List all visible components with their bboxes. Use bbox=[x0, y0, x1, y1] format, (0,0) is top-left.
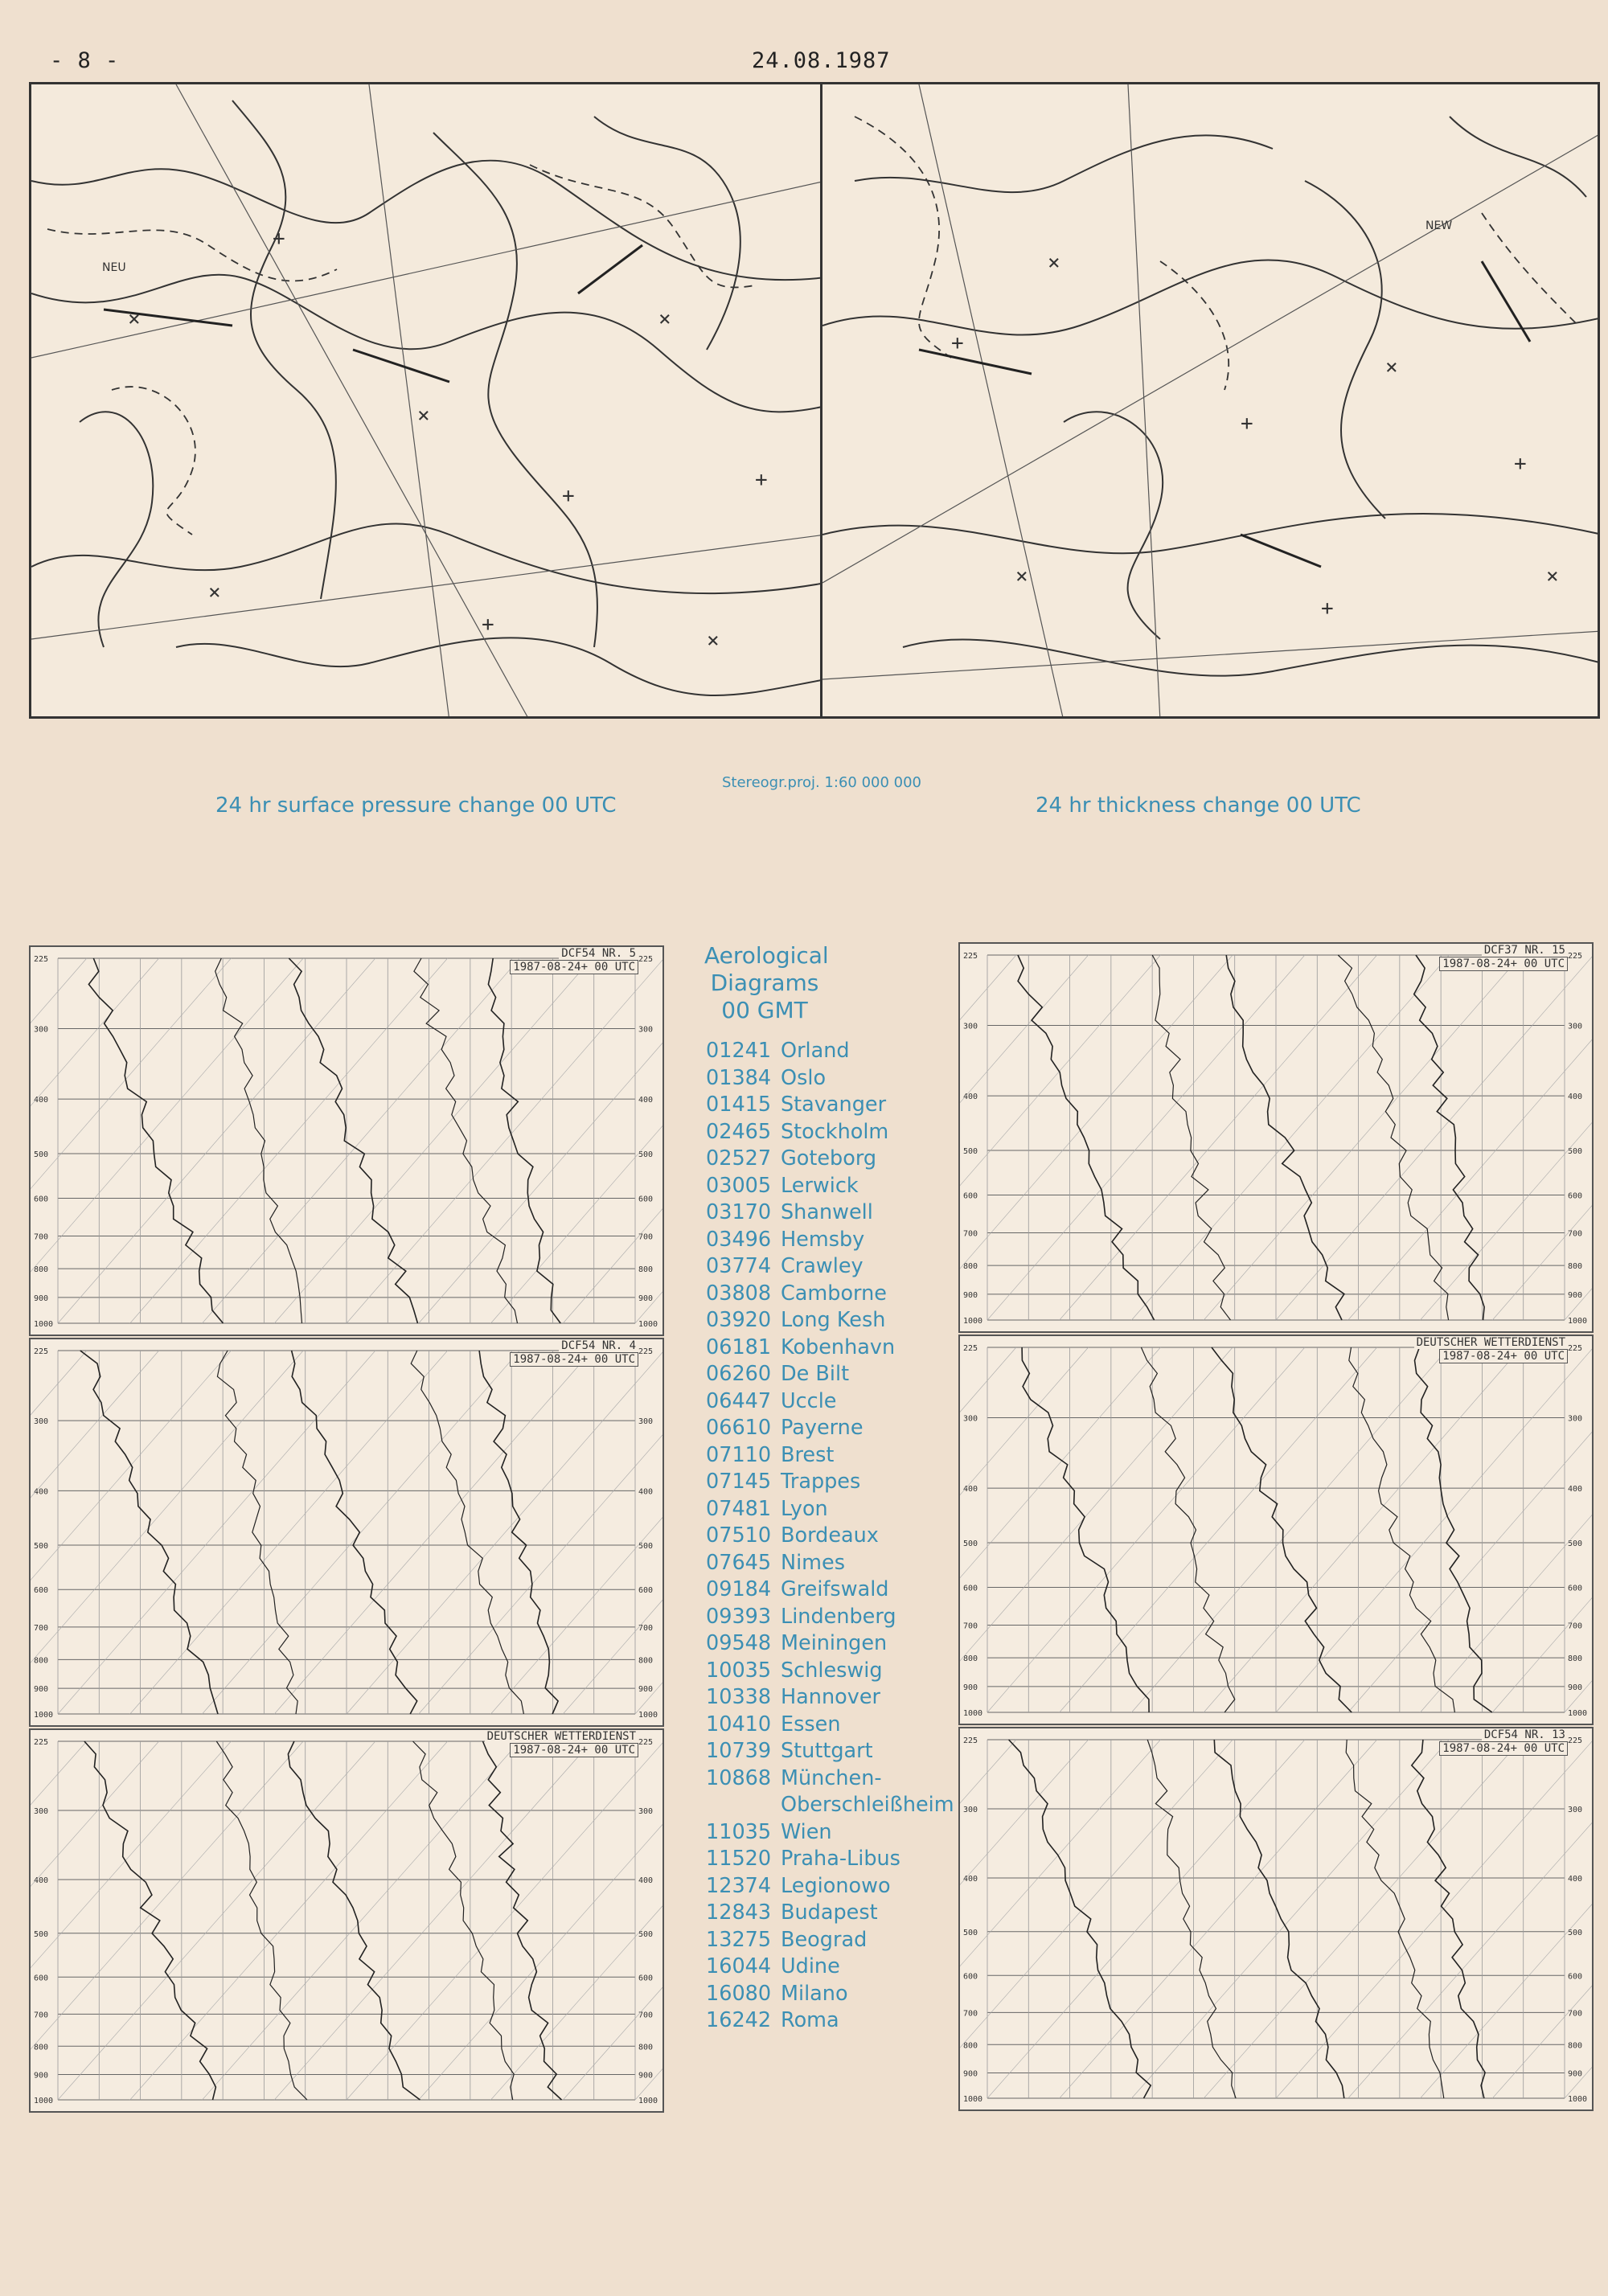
pressure-tick-label: 225 bbox=[638, 955, 654, 964]
aerological-diagram bbox=[958, 1335, 1594, 1725]
pressure-tick-label: 1000 bbox=[638, 1320, 658, 1329]
pressure-tick-label: 300 bbox=[963, 1806, 978, 1815]
pressure-tick-label: 600 bbox=[638, 1195, 654, 1204]
pressure-tick-label: 500 bbox=[638, 1929, 654, 1939]
pressure-tick-label: 400 bbox=[638, 1487, 654, 1497]
svg-text:+: + bbox=[951, 331, 964, 355]
pressure-tick-label: 400 bbox=[1568, 1875, 1583, 1884]
station-id: 07645 bbox=[706, 1550, 772, 1575]
station-name: Uccle bbox=[781, 1388, 837, 1413]
pressure-tick-label: 500 bbox=[34, 1929, 49, 1939]
pressure-tick-label: 800 bbox=[963, 2041, 978, 2051]
pressure-tick-label: 500 bbox=[638, 1541, 654, 1551]
pressure-tick-label: 225 bbox=[1568, 952, 1583, 961]
pressure-tick-label: 1000 bbox=[963, 1317, 983, 1326]
diagram-grid bbox=[31, 1730, 662, 2111]
station-id: 10338 bbox=[706, 1685, 772, 1709]
pressure-tick-label: 700 bbox=[34, 1232, 49, 1242]
station-name: Orland bbox=[781, 1039, 850, 1063]
pressure-tick-label: 500 bbox=[1568, 1540, 1583, 1549]
station-name: Schleswig bbox=[781, 1658, 883, 1683]
pressure-tick-label: 600 bbox=[34, 1195, 49, 1204]
station-id: 10739 bbox=[706, 1739, 772, 1763]
station-row bbox=[706, 1146, 954, 1173]
pressure-tick-label: 400 bbox=[638, 1096, 654, 1105]
pressure-tick-label: 900 bbox=[638, 2071, 654, 2081]
pressure-tick-label: 1000 bbox=[1568, 1317, 1588, 1326]
station-row bbox=[706, 1065, 954, 1093]
station-id: 16242 bbox=[706, 2008, 772, 2032]
map-label-new: NEW bbox=[1425, 219, 1453, 232]
pressure-tick-label: 500 bbox=[1568, 1928, 1583, 1937]
station-name: Praha-Libus bbox=[781, 1847, 900, 1871]
diagram-grid bbox=[960, 1336, 1592, 1724]
diagram-run: 1987-08-24+ 00 UTC bbox=[1439, 1741, 1568, 1756]
pressure-tick-label: 600 bbox=[963, 1972, 978, 1982]
station-row bbox=[706, 1442, 954, 1470]
station-name: Hemsby bbox=[781, 1227, 865, 1252]
pressure-tick-label: 1000 bbox=[34, 2097, 54, 2105]
station-name: Shanwell bbox=[781, 1200, 873, 1224]
pressure-tick-label: 800 bbox=[1568, 2041, 1583, 2051]
station-name: Budapest bbox=[781, 1900, 878, 1925]
station-name: Nimes bbox=[781, 1550, 845, 1575]
station-name: Stavanger bbox=[781, 1093, 887, 1117]
station-row bbox=[706, 1846, 954, 1873]
projection-label: Stereogr.proj. 1:60 000 000 bbox=[722, 774, 922, 791]
station-row bbox=[706, 1307, 954, 1335]
pressure-tick-label: 225 bbox=[963, 952, 978, 961]
station-row bbox=[706, 1684, 954, 1712]
pressure-tick-label: 900 bbox=[34, 2071, 49, 2081]
station-row bbox=[706, 1738, 954, 1765]
aerological-diagram bbox=[958, 942, 1594, 1333]
pressure-tick-label: 600 bbox=[34, 1974, 49, 1983]
station-id: 06447 bbox=[706, 1388, 772, 1413]
diagram-run: 1987-08-24+ 00 UTC bbox=[510, 1352, 638, 1367]
station-row bbox=[706, 1576, 954, 1604]
station-row bbox=[706, 1550, 954, 1577]
station-id: 06181 bbox=[706, 1335, 772, 1359]
pressure-tick-label: 700 bbox=[963, 1622, 978, 1631]
pressure-tick-label: 225 bbox=[34, 1738, 49, 1747]
station-row bbox=[706, 1658, 954, 1685]
pressure-tick-label: 600 bbox=[963, 1584, 978, 1593]
pressure-tick-label: 1000 bbox=[963, 2095, 983, 2104]
diagram-grid bbox=[31, 947, 662, 1335]
diagram-code: DCF54 NR. 13 bbox=[1482, 1728, 1568, 1741]
station-id: 03920 bbox=[706, 1308, 772, 1332]
station-id: 03808 bbox=[706, 1281, 772, 1306]
station-row bbox=[706, 1712, 954, 1739]
station-name: Hannover bbox=[781, 1685, 880, 1709]
pressure-tick-label: 600 bbox=[1568, 1191, 1583, 1201]
pressure-tick-label: 400 bbox=[963, 1485, 978, 1494]
pressure-tick-label: 900 bbox=[1568, 1683, 1583, 1692]
station-name: Brest bbox=[781, 1442, 835, 1467]
pressure-tick-label: 800 bbox=[638, 1656, 654, 1666]
svg-text:+: + bbox=[1241, 412, 1253, 436]
pressure-tick-label: 900 bbox=[638, 1685, 654, 1695]
diagram-run: 1987-08-24+ 00 UTC bbox=[1439, 1349, 1568, 1363]
pressure-tick-label: 225 bbox=[34, 955, 49, 964]
pressure-tick-label: 400 bbox=[34, 1096, 49, 1105]
station-row bbox=[706, 1469, 954, 1496]
station-name: Stuttgart bbox=[781, 1739, 873, 1763]
station-id: 16080 bbox=[706, 1981, 772, 2006]
pressure-tick-label: 300 bbox=[1568, 1022, 1583, 1031]
station-list bbox=[706, 1038, 954, 2035]
pressure-tick-label: 1000 bbox=[1568, 1709, 1588, 1718]
station-name: Meiningen bbox=[781, 1631, 888, 1655]
svg-text:×: × bbox=[1385, 355, 1398, 379]
station-name: Lyon bbox=[781, 1496, 828, 1521]
pressure-tick-label: 500 bbox=[34, 1150, 49, 1160]
svg-text:+: + bbox=[1321, 597, 1334, 621]
pressure-tick-label: 600 bbox=[963, 1191, 978, 1201]
pressure-tick-label: 400 bbox=[963, 1875, 978, 1884]
pressure-tick-label: 1000 bbox=[1568, 2095, 1588, 2104]
pressure-tick-label: 600 bbox=[638, 1586, 654, 1596]
svg-text:+: + bbox=[562, 484, 575, 508]
svg-text:×: × bbox=[658, 307, 671, 331]
diagram-code: DEUTSCHER WETTERDIENST bbox=[485, 1730, 638, 1743]
station-id: 07481 bbox=[706, 1496, 772, 1521]
station-id: 01415 bbox=[706, 1093, 772, 1117]
diagram-grid bbox=[960, 944, 1592, 1331]
station-row bbox=[706, 1199, 954, 1227]
station-name: Essen bbox=[781, 1712, 841, 1736]
station-name: Goteborg bbox=[781, 1146, 877, 1171]
pressure-tick-label: 1000 bbox=[34, 1711, 54, 1720]
pressure-tick-label: 700 bbox=[34, 1623, 49, 1633]
svg-text:+: + bbox=[755, 468, 768, 492]
station-id: 11520 bbox=[706, 1847, 772, 1871]
pressure-tick-label: 700 bbox=[963, 2009, 978, 2019]
svg-text:×: × bbox=[707, 629, 720, 653]
station-name: München- Oberschleißheim bbox=[781, 1765, 954, 1817]
station-id: 10868 bbox=[706, 1765, 772, 1790]
map-label-neu: NEU bbox=[102, 261, 126, 274]
station-name: Milano bbox=[781, 1981, 848, 2006]
pressure-tick-label: 500 bbox=[963, 1928, 978, 1937]
station-id: 03496 bbox=[706, 1227, 772, 1252]
diagram-code: DCF37 NR. 15 bbox=[1482, 944, 1568, 957]
pressure-tick-label: 400 bbox=[638, 1876, 654, 1886]
station-row bbox=[706, 1173, 954, 1200]
station-id: 02465 bbox=[706, 1119, 772, 1144]
aerological-diagram bbox=[29, 1728, 664, 2113]
station-name: Lindenberg bbox=[781, 1604, 896, 1629]
pressure-change-map bbox=[29, 82, 823, 719]
station-row bbox=[706, 1496, 954, 1523]
thickness-change-map-drawing bbox=[822, 84, 1600, 719]
pressure-tick-label: 400 bbox=[1568, 1093, 1583, 1102]
station-row bbox=[706, 1819, 954, 1847]
thickness-change-map bbox=[820, 82, 1600, 719]
station-row bbox=[706, 2007, 954, 2035]
pressure-tick-label: 300 bbox=[1568, 1414, 1583, 1424]
station-id: 10035 bbox=[706, 1658, 772, 1683]
diagram-run: 1987-08-24+ 00 UTC bbox=[1439, 957, 1568, 971]
station-name: Long Kesh bbox=[781, 1308, 886, 1332]
issue-date: 24.08.1987 bbox=[752, 48, 891, 73]
station-id: 09548 bbox=[706, 1631, 772, 1655]
aerological-title-line: Diagrams bbox=[710, 970, 819, 996]
station-row bbox=[706, 1981, 954, 2008]
pressure-tick-label: 1000 bbox=[963, 1709, 983, 1718]
pressure-tick-label: 400 bbox=[1568, 1485, 1583, 1494]
station-name: Payerne bbox=[781, 1416, 863, 1440]
pressure-tick-label: 400 bbox=[34, 1487, 49, 1497]
station-row bbox=[706, 1092, 954, 1119]
pressure-tick-label: 225 bbox=[963, 1344, 978, 1353]
station-row bbox=[706, 1873, 954, 1900]
aerological-diagram bbox=[29, 945, 664, 1336]
left-map-caption: 24 hr surface pressure change 00 UTC bbox=[215, 793, 617, 818]
station-name: De Bilt bbox=[781, 1362, 850, 1386]
pressure-tick-label: 900 bbox=[1568, 1290, 1583, 1300]
pressure-tick-label: 1000 bbox=[638, 2097, 658, 2105]
pressure-tick-label: 900 bbox=[963, 1683, 978, 1692]
pressure-tick-label: 500 bbox=[638, 1150, 654, 1160]
pressure-tick-label: 1000 bbox=[34, 1320, 54, 1329]
station-id: 07145 bbox=[706, 1470, 772, 1494]
right-map-caption: 24 hr thickness change 00 UTC bbox=[1036, 793, 1361, 818]
station-name: Kobenhavn bbox=[781, 1335, 896, 1359]
station-name: Udine bbox=[781, 1954, 840, 1978]
pressure-tick-label: 800 bbox=[963, 1262, 978, 1272]
svg-text:+: + bbox=[482, 613, 494, 637]
pressure-tick-label: 800 bbox=[1568, 1654, 1583, 1664]
station-id: 16044 bbox=[706, 1954, 772, 1978]
station-row bbox=[706, 1954, 954, 1981]
svg-text:×: × bbox=[128, 307, 141, 331]
pressure-tick-label: 400 bbox=[963, 1093, 978, 1102]
station-id: 06610 bbox=[706, 1416, 772, 1440]
svg-text:×: × bbox=[208, 580, 221, 605]
diagram-run: 1987-08-24+ 00 UTC bbox=[510, 1743, 638, 1757]
pressure-tick-label: 800 bbox=[34, 1656, 49, 1666]
pressure-tick-label: 600 bbox=[1568, 1584, 1583, 1593]
pressure-change-map-drawing bbox=[31, 84, 823, 719]
station-id: 11035 bbox=[706, 1819, 772, 1844]
station-row bbox=[706, 1281, 954, 1308]
pressure-tick-label: 400 bbox=[34, 1876, 49, 1886]
diagram-run: 1987-08-24+ 00 UTC bbox=[510, 960, 638, 974]
station-row bbox=[706, 1900, 954, 1927]
station-name: Trappes bbox=[781, 1470, 861, 1494]
station-id: 03170 bbox=[706, 1200, 772, 1224]
pressure-tick-label: 900 bbox=[963, 2069, 978, 2079]
svg-text:+: + bbox=[1514, 452, 1527, 476]
diagram-code: DEUTSCHER WETTERDIENST bbox=[1414, 1336, 1568, 1349]
svg-text:×: × bbox=[417, 404, 430, 428]
pressure-tick-label: 600 bbox=[34, 1586, 49, 1596]
pressure-tick-label: 700 bbox=[638, 1232, 654, 1242]
station-id: 03005 bbox=[706, 1173, 772, 1198]
station-name: Camborne bbox=[781, 1281, 887, 1306]
diagram-code: DCF54 NR. 5 bbox=[559, 947, 638, 960]
station-row bbox=[706, 1253, 954, 1281]
pressure-tick-label: 225 bbox=[638, 1738, 654, 1747]
station-row bbox=[706, 1335, 954, 1362]
svg-text:×: × bbox=[1048, 251, 1060, 275]
station-id: 09184 bbox=[706, 1577, 772, 1601]
station-name: Roma bbox=[781, 2008, 839, 2032]
svg-text:×: × bbox=[1015, 564, 1028, 588]
station-name: Stockholm bbox=[781, 1119, 889, 1144]
pressure-tick-label: 1000 bbox=[638, 1711, 658, 1720]
station-id: 09393 bbox=[706, 1604, 772, 1629]
pressure-tick-label: 300 bbox=[638, 1807, 654, 1817]
diagram-grid bbox=[960, 1728, 1592, 2109]
station-id: 03774 bbox=[706, 1254, 772, 1278]
pressure-tick-label: 900 bbox=[34, 1294, 49, 1303]
station-row bbox=[706, 1227, 954, 1254]
svg-text:+: + bbox=[273, 227, 285, 251]
pressure-tick-label: 900 bbox=[963, 1290, 978, 1300]
pressure-tick-label: 700 bbox=[1568, 2009, 1583, 2019]
pressure-tick-label: 600 bbox=[638, 1974, 654, 1983]
station-row bbox=[706, 1361, 954, 1388]
pressure-tick-label: 300 bbox=[34, 1807, 49, 1817]
station-id: 06260 bbox=[706, 1362, 772, 1386]
pressure-tick-label: 500 bbox=[963, 1540, 978, 1549]
svg-text:×: × bbox=[1546, 564, 1559, 588]
station-id: 01384 bbox=[706, 1065, 772, 1090]
pressure-tick-label: 900 bbox=[34, 1685, 49, 1695]
station-row bbox=[706, 1119, 954, 1146]
aerological-diagram bbox=[29, 1338, 664, 1727]
pressure-tick-label: 300 bbox=[638, 1417, 654, 1427]
aerological-title bbox=[704, 942, 829, 1024]
station-id: 01241 bbox=[706, 1039, 772, 1063]
station-id: 12374 bbox=[706, 1873, 772, 1898]
diagram-code: DCF54 NR. 4 bbox=[559, 1339, 638, 1352]
station-name: Oslo bbox=[781, 1065, 827, 1090]
pressure-tick-label: 700 bbox=[638, 2011, 654, 2020]
aerological-title-line: 00 GMT bbox=[721, 997, 808, 1023]
pressure-tick-label: 300 bbox=[963, 1414, 978, 1424]
pressure-tick-label: 225 bbox=[1568, 1736, 1583, 1745]
pressure-tick-label: 900 bbox=[638, 1294, 654, 1303]
pressure-tick-label: 700 bbox=[1568, 1622, 1583, 1631]
station-id: 02527 bbox=[706, 1146, 772, 1171]
pressure-tick-label: 300 bbox=[34, 1025, 49, 1035]
pressure-tick-label: 700 bbox=[963, 1229, 978, 1239]
pressure-tick-label: 800 bbox=[1568, 1262, 1583, 1272]
station-row bbox=[706, 1630, 954, 1658]
pressure-tick-label: 800 bbox=[963, 1654, 978, 1664]
pressure-tick-label: 900 bbox=[1568, 2069, 1583, 2079]
pressure-tick-label: 800 bbox=[34, 1265, 49, 1275]
station-row bbox=[706, 1388, 954, 1416]
station-id: 10410 bbox=[706, 1712, 772, 1736]
station-id: 13275 bbox=[706, 1927, 772, 1952]
station-id: 12843 bbox=[706, 1900, 772, 1925]
station-id: 07510 bbox=[706, 1523, 772, 1548]
pressure-tick-label: 700 bbox=[638, 1623, 654, 1633]
station-name: Beograd bbox=[781, 1927, 868, 1952]
station-name: Legionowo bbox=[781, 1873, 891, 1898]
page-number: - 8 - bbox=[50, 48, 120, 73]
pressure-tick-label: 500 bbox=[1568, 1147, 1583, 1157]
station-row bbox=[706, 1523, 954, 1550]
pressure-tick-label: 500 bbox=[34, 1541, 49, 1551]
pressure-tick-label: 225 bbox=[638, 1347, 654, 1356]
pressure-tick-label: 500 bbox=[963, 1147, 978, 1157]
station-row bbox=[706, 1765, 954, 1819]
station-name: Bordeaux bbox=[781, 1523, 879, 1548]
diagram-grid bbox=[31, 1339, 662, 1725]
station-id: 07110 bbox=[706, 1442, 772, 1467]
aerological-diagram bbox=[958, 1727, 1594, 2111]
aerological-title-line: Aerological bbox=[704, 942, 829, 969]
station-name: Crawley bbox=[781, 1254, 863, 1278]
pressure-tick-label: 700 bbox=[1568, 1229, 1583, 1239]
pressure-tick-label: 225 bbox=[1568, 1344, 1583, 1353]
station-row bbox=[706, 1415, 954, 1442]
pressure-tick-label: 800 bbox=[638, 1265, 654, 1275]
pressure-tick-label: 300 bbox=[34, 1417, 49, 1427]
station-name: Wien bbox=[781, 1819, 832, 1844]
pressure-tick-label: 700 bbox=[34, 2011, 49, 2020]
station-name: Greifswald bbox=[781, 1577, 889, 1601]
pressure-tick-label: 300 bbox=[963, 1022, 978, 1031]
station-name: Lerwick bbox=[781, 1173, 859, 1198]
station-row bbox=[706, 1927, 954, 1954]
pressure-tick-label: 225 bbox=[34, 1347, 49, 1356]
pressure-tick-label: 300 bbox=[1568, 1806, 1583, 1815]
station-row bbox=[706, 1604, 954, 1631]
pressure-tick-label: 600 bbox=[1568, 1972, 1583, 1982]
station-row bbox=[706, 1038, 954, 1065]
pressure-tick-label: 800 bbox=[638, 2043, 654, 2052]
pressure-tick-label: 225 bbox=[963, 1736, 978, 1745]
pressure-tick-label: 300 bbox=[638, 1025, 654, 1035]
pressure-tick-label: 800 bbox=[34, 2043, 49, 2052]
